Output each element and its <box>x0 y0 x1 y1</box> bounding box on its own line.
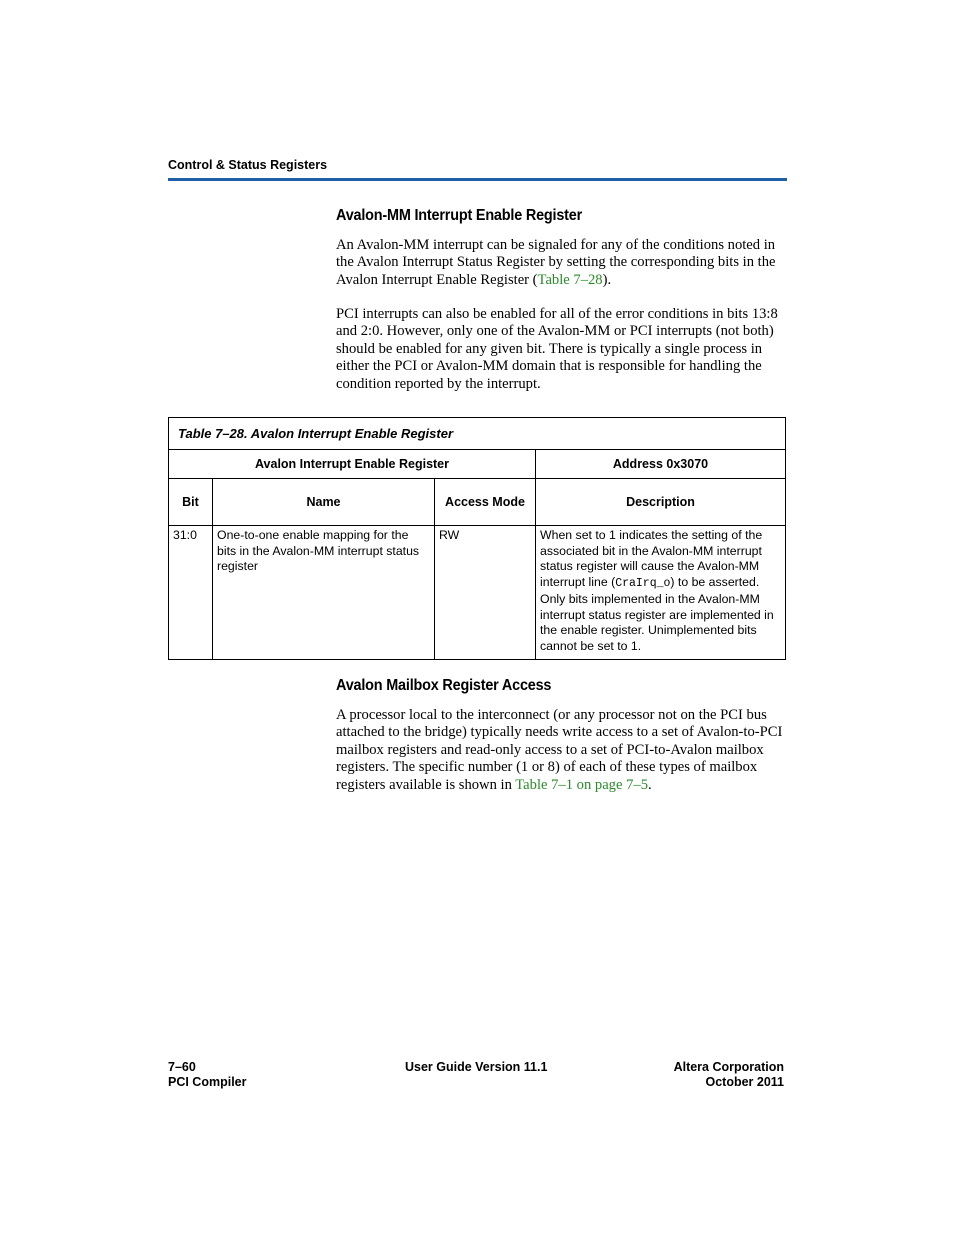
table-caption: Table 7–28. Avalon Interrupt Enable Register <box>169 418 786 450</box>
table-7-28-link[interactable]: Table 7–28 <box>537 271 603 288</box>
paragraph-text: . <box>648 776 652 793</box>
cell-bit: 31:0 <box>169 526 213 660</box>
register-table <box>168 417 786 660</box>
footer-page-number: 7–60 <box>168 1060 196 1074</box>
cell-access: RW <box>435 526 536 660</box>
footer-date: October 2011 <box>705 1075 784 1089</box>
footer-guide-version: User Guide Version 11.1 <box>405 1060 548 1074</box>
paragraph-text: An Avalon-MM interrupt can be signaled for any of the conditions noted in the Avalon Interrupt Status Register by setting the corresponding bits in the Avalon Interrupt Enable Register ( <box>336 237 776 288</box>
column-header-name: Name <box>213 479 435 526</box>
footer-company: Altera Corporation <box>673 1060 784 1074</box>
paragraph-interrupt-intro <box>336 237 788 289</box>
register-address-header: Address 0x3070 <box>536 450 786 479</box>
paragraph-pci-interrupts: PCI interrupts can also be enabled for all of the error conditions in bits 13:8 and 2:0. However, only one of the Avalon-MM or PCI interrupts (not both) should be enabled for any given bit. There is typically a single process in either the PCI or Avalon-MM domain that is responsible for handling the condition reported by the interrupt. <box>336 306 778 392</box>
column-header-bit: Bit <box>169 479 213 526</box>
table-7-1-link[interactable]: Table 7–1 on page 7–5 <box>515 776 648 793</box>
paragraph-mailbox <box>336 707 788 794</box>
description-text: ) to be asserted. <box>670 575 760 590</box>
cell-description <box>536 526 786 660</box>
paragraph-text: ). <box>602 271 612 288</box>
footer-product: PCI Compiler <box>168 1075 247 1089</box>
description-text: When set to 1 indicates the setting of the associated bit in the Avalon-MM interrupt status register will cause the Avalon-MM interrupt line ( <box>540 528 763 590</box>
register-name-header: Avalon Interrupt Enable Register <box>169 450 536 479</box>
column-header-description: Description <box>536 479 786 526</box>
paragraph-text: A processor local to the interconnect (or any processor not on the PCI bus attached to the bridge) typically needs write access to a set of Avalon-to-PCI mailbox registers and read-only access to a set of PCI-to-Avalon mailbox registers. The specific number (1 or 8) of each of these types of mailbox registers available is shown in <box>336 707 783 793</box>
section-heading-mailbox-access: Avalon Mailbox Register Access <box>336 677 552 694</box>
section-heading-interrupt-enable: Avalon-MM Interrupt Enable Register <box>336 207 583 224</box>
cell-name: One-to-one enable mapping for the bits in the Avalon-MM interrupt status register <box>213 526 435 660</box>
running-header-title: Control & Status Registers <box>168 158 328 172</box>
description-text: Only bits implemented in the Avalon-MM interrupt status register are implemented in the enable register. Unimplemented bits cannot be set to 1. <box>540 591 774 653</box>
column-header-access-mode: Access Mode <box>435 479 536 526</box>
footer-right <box>674 1060 784 1090</box>
header-rule <box>168 178 787 181</box>
table-row <box>169 526 786 660</box>
footer-left <box>168 1060 247 1090</box>
signal-name-code: CraIrq_o <box>615 577 671 591</box>
